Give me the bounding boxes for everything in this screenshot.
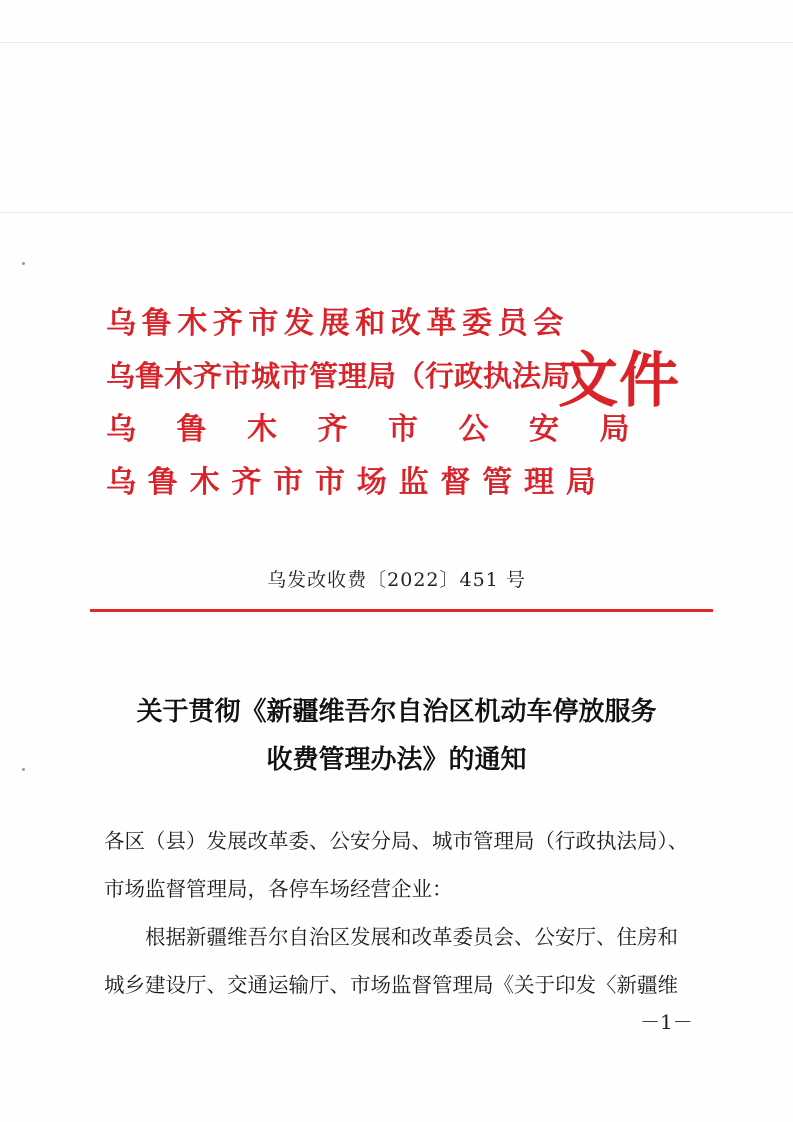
body-line: 各区（县）发展改革委、公安分局、城市管理局（行政执法局）、 [104, 829, 689, 853]
issuer-name: 乌鲁木齐市城市管理局（行政执法局） [106, 359, 600, 393]
document-body [104, 817, 696, 1009]
document-number: 乌发改收费〔2022〕451 号 [267, 569, 526, 591]
document-type-label: 文件 [558, 346, 680, 416]
red-separator-line [90, 609, 713, 612]
scan-artifact [22, 262, 25, 265]
title-line: 收费管理办法》的通知 [266, 745, 527, 775]
document-title [60, 688, 733, 784]
scan-artifact [22, 768, 25, 771]
issuer-name: 乌鲁木齐市公安局 [106, 412, 670, 447]
page-number: －1－ [640, 1010, 693, 1034]
issuer-name: 乌鲁木齐市发展和改革委员会 [106, 306, 569, 341]
title-line: 关于贯彻《新疆维吾尔自治区机动车停放服务 [136, 697, 657, 727]
scan-artifact [0, 42, 793, 43]
body-line: 根据新疆维吾尔自治区发展和改革委员会、公安厅、住房和 [145, 925, 678, 949]
body-line: 城乡建设厅、交通运输厅、市场监督管理局《关于印发〈新疆维 [104, 973, 678, 997]
issuer-name: 乌鲁木齐市市场监督管理局 [106, 465, 608, 500]
scan-artifact [0, 212, 793, 213]
body-line: 市场监督管理局，各停车场经营企业： [104, 877, 453, 901]
